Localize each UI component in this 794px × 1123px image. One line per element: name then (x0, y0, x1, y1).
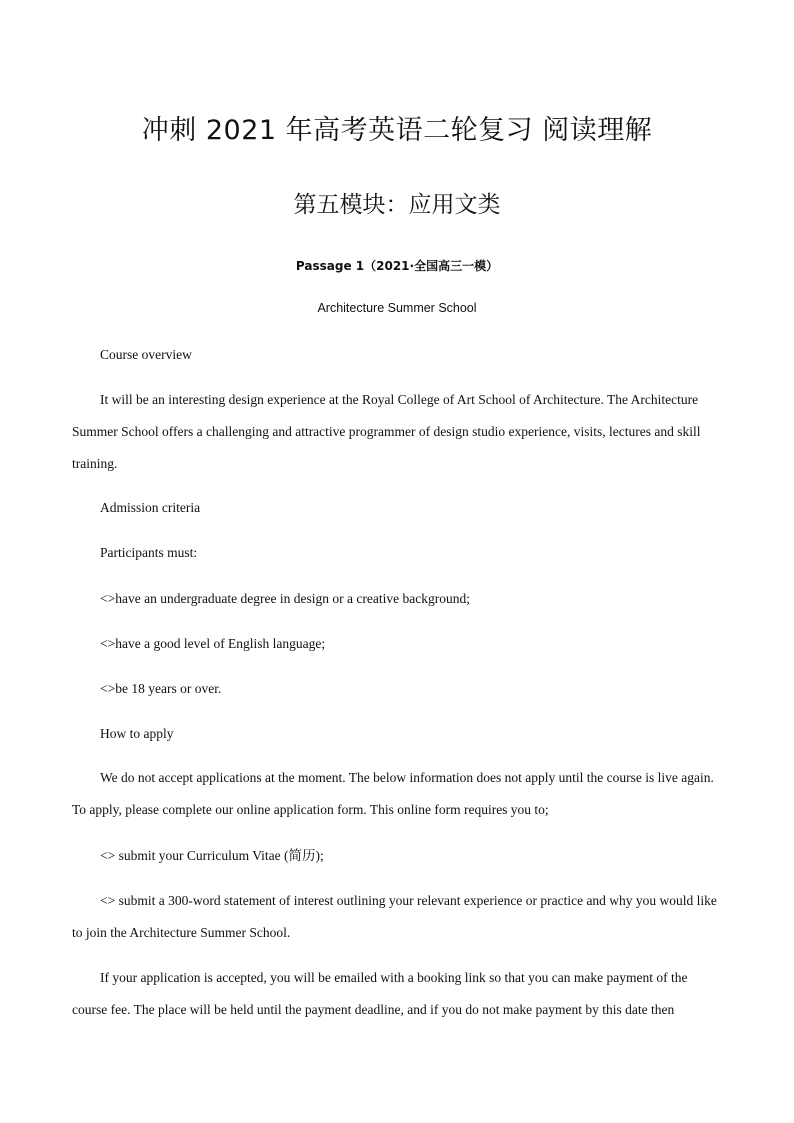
paragraph-course-overview: It will be an interesting design experience at the Royal College of Art School of Architecture. The Architecture Summer School offers a challenging and attractive programmer of design studio experience, visits, lectures and skill training. (72, 392, 701, 471)
list-item-english: <>have a good level of English language; (100, 636, 326, 651)
list-item-cv: <> submit your Curriculum Vitae (简历); (100, 848, 324, 863)
list-item-statement: <> submit a 300-word statement of interest outlining your relevant experience or practice and why you would like to join the Architecture Summer School. (72, 893, 717, 940)
document-title: 冲刺 2021 年高考英语二轮复习 阅读理解 (141, 115, 653, 146)
section-heading-how-to-apply: How to apply (100, 726, 174, 741)
list-item-degree: <>have an undergraduate degree in design or a creative background; (100, 591, 470, 606)
section-heading-admission: Admission criteria (100, 500, 201, 515)
module-subtitle: 第五模块：应用文类 (293, 192, 501, 218)
paragraph-payment: If your application is accepted, you will be emailed with a booking link so that you can make payment of the course fee. The place will be held until the payment deadline, and if you do not make payment by this date then (72, 970, 688, 1017)
list-item-age: <>be 18 years or over. (100, 681, 222, 696)
article-heading: Architecture Summer School (317, 301, 477, 315)
paragraph-applications: We do not accept applications at the moment. The below information does not apply until the course is live again. To apply, please complete our online application form. This online form requires you to; (72, 770, 714, 817)
section-heading-course-overview: Course overview (100, 347, 192, 362)
passage-label: Passage 1（2021·全国高三一模） (295, 259, 499, 273)
paragraph-participants: Participants must: (100, 545, 198, 560)
